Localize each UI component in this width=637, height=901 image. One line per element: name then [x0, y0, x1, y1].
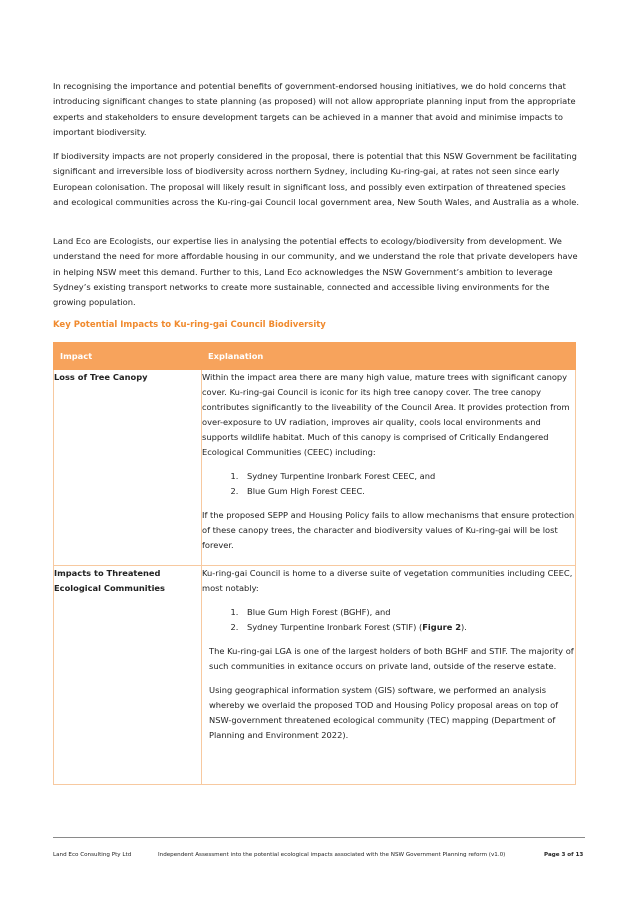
impact-cell: Impacts to Threatened Ecological Communities: [54, 566, 202, 785]
list-item-text: Sydney Turpentine Ironbark Forest (STIF) (: [247, 622, 423, 632]
list-item: 1. Sydney Turpentine Ironbark Forest CEEC, and: [241, 469, 575, 484]
impacts-table: [53, 342, 576, 785]
intro-paragraph-2: If biodiversity impacts are not properly considered in the proposal, there is potential that this NSW Government be facilitating significant and irreversible loss of biodiversity across northern Sydney, including Ku-ring-gai, at rates not seen since early European colonisation. The proposal will likely result in significant loss, and possibly even extirpation of threatened species and ecological communities across the Ku-ring-gai Council local government area, New South Wales, and Australia as a whole.: [53, 151, 579, 207]
explanation-paragraph: Using geographical information system (GIS) software, we performed an analysis whereby we overlaid the proposed TOD and Housing Policy proposal areas on top of NSW-government threatened ecological community (TEC) mapping (Department of Planning and Environment 2022).: [209, 685, 559, 740]
intro-paragraph-1: In recognising the importance and potential benefits of government-endorsed housing initiatives, we do hold concerns that introducing significant changes to state planning (as proposed) will not allow appropriate planning input from the appropriate experts and stakeholders to ensure development targets can be achieved in a manner that avoid and minimise impacts to important biodiversity.: [53, 81, 576, 137]
footer-company: Land Eco Consulting Pty Ltd: [53, 852, 132, 858]
explanation-paragraph: Ku-ring-gai Council is home to a diverse suite of vegetation communities including CEEC, most notably:: [202, 568, 573, 593]
footer-document-title: Independent Assessment into the potential ecological impacts associated with the NSW Government Planning reform (v1.0): [158, 852, 506, 858]
table-header-row: [54, 343, 576, 370]
intro-paragraph-3: Land Eco are Ecologists, our expertise lies in analysing the potential effects to ecology/biodiversity from development. We understand the need for more affordable housing in our community, and we understand the role that private developers have in helping NSW meet this demand. Further to this, Land Eco acknowledges the NSW Government’s ambition to leverage Sydney’s existing transport networks to create more sustainable, connected and accessible living environments for the growing population.: [53, 236, 578, 308]
explanation-paragraph: The Ku-ring-gai LGA is one of the largest holders of both BGHF and STIF. The majority of such communities in exitance occurs on private land, outside of the reserve estate.: [209, 646, 574, 671]
figure-reference-link[interactable]: Figure 2: [422, 622, 461, 632]
impact-cell: Loss of Tree Canopy: [54, 370, 202, 566]
table-row: [54, 370, 576, 566]
list-item: 1. Blue Gum High Forest (BGHF), and: [241, 605, 575, 620]
footer-divider: [53, 837, 585, 838]
tec-list: [202, 605, 575, 635]
ceec-list: [202, 469, 575, 499]
explanation-cell: [202, 370, 576, 566]
explanation-paragraph: If the proposed SEPP and Housing Policy fails to allow mechanisms that ensure protection of these canopy trees, the character and biodiversity values of Ku-ring-gai will be lost forever.: [202, 510, 575, 550]
header-explanation: Explanation: [202, 343, 576, 370]
header-impact: Impact: [54, 343, 202, 370]
explanation-cell: [202, 566, 576, 785]
section-heading: Key Potential Impacts to Ku-ring-gai Council Biodiversity: [53, 320, 326, 330]
list-item: [241, 620, 575, 635]
list-item-text: ).: [461, 622, 467, 632]
explanation-paragraph: Within the impact area there are many high value, mature trees with significant canopy cover. Ku-ring-gai Council is iconic for its high tree canopy cover. The tree canopy contributes significantly to the liveability of the Council Area. It provides protection from over-exposure to UV radiation, improves air quality, cools local environments and supports wildlife habitat. Much of this canopy is comprised of Critically Endangered Ecological Communities (CEEC) including:: [202, 372, 570, 457]
list-item: 2. Blue Gum High Forest CEEC.: [241, 484, 575, 499]
footer-page-number: Page 3 of 13: [544, 852, 584, 858]
table-row: [54, 566, 576, 785]
